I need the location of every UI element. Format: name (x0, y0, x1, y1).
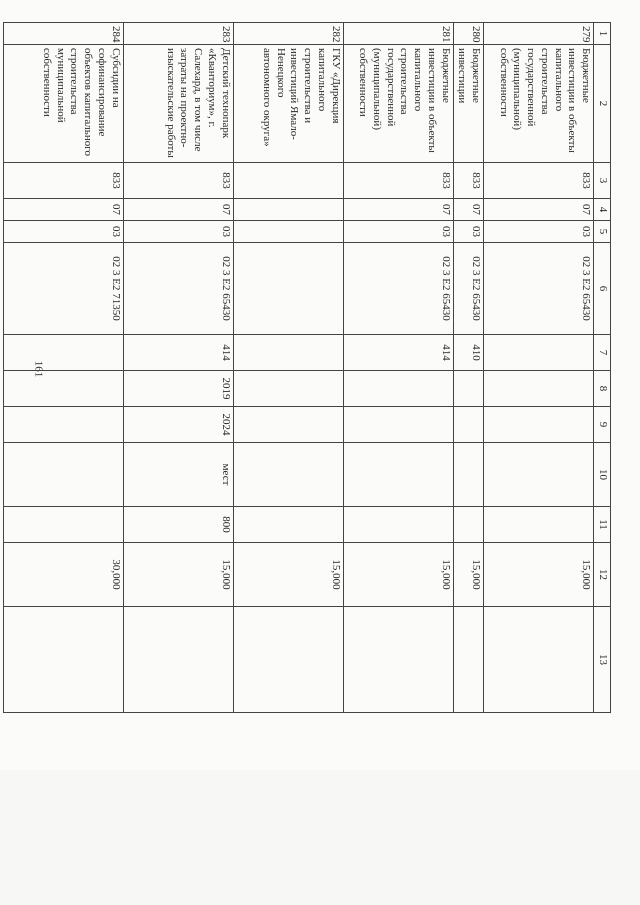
table-cell-c5 (233, 221, 343, 243)
col-header: 13 (594, 607, 611, 713)
table-cell-c4: 07 (3, 199, 123, 221)
table-cell-c12: 15,000 (233, 543, 343, 607)
table-cell-name: ГКУ «Дирекция капитального строительства и инвестиций Ямало-Ненецкого автономного округа» (233, 45, 343, 163)
table-cell-c5: 03 (453, 221, 484, 243)
table-cell-c3: 833 (484, 163, 594, 199)
table-cell-c7 (3, 335, 123, 371)
table-cell-c4: 07 (453, 199, 484, 221)
table-cell-c9 (3, 407, 123, 443)
table-cell-n: 281 (343, 23, 453, 45)
table-cell-c11 (233, 507, 343, 543)
table-cell-c10 (484, 443, 594, 507)
table-cell-name: Бюджетные инвестиции (453, 45, 484, 163)
table-cell-c7: 414 (343, 335, 453, 371)
table-cell-c8 (484, 371, 594, 407)
table-cell-c10 (453, 443, 484, 507)
table-cell-c3: 833 (453, 163, 484, 199)
table-cell-c4: 07 (123, 199, 233, 221)
table-cell-name: Субсидии на софинансирование объектов капитального строительства муниципальной собственности (3, 45, 123, 163)
page-number: 161 (32, 360, 45, 378)
table-cell-c9: 2024 (123, 407, 233, 443)
col-header: 4 (594, 199, 611, 221)
col-header: 7 (594, 335, 611, 371)
table-cell-c7 (484, 335, 594, 371)
col-header: 9 (594, 407, 611, 443)
table-row (484, 23, 594, 713)
table-cell-c11: 800 (123, 507, 233, 543)
table-cell-c7 (233, 335, 343, 371)
table-cell-c10 (233, 443, 343, 507)
table-cell-c13 (453, 607, 484, 713)
header-row (594, 23, 611, 713)
table-cell-c6: 02 3 E2 65430 (123, 243, 233, 335)
table-cell-c9 (484, 407, 594, 443)
table-cell-c12: 15,000 (123, 543, 233, 607)
table-cell-name: Детский технопарк «Кванториум», г. Салехард, в том числе затраты на проектно-изыскательские работы (123, 45, 233, 163)
col-header: 5 (594, 221, 611, 243)
table-cell-c3: 833 (123, 163, 233, 199)
table-row (3, 23, 123, 713)
table-cell-c11 (3, 507, 123, 543)
col-header: 1 (594, 23, 611, 45)
table-cell-c9 (233, 407, 343, 443)
col-header: 10 (594, 443, 611, 507)
rotated-table-area (41, 22, 611, 712)
table-row (123, 23, 233, 713)
table-cell-c10 (3, 443, 123, 507)
table-cell-c11 (453, 507, 484, 543)
table-cell-c3: 833 (343, 163, 453, 199)
table-cell-c6: 02 3 E2 65430 (453, 243, 484, 335)
col-header: 2 (594, 45, 611, 163)
table-cell-c4: 07 (343, 199, 453, 221)
table-cell-c13 (123, 607, 233, 713)
table-cell-c11 (343, 507, 453, 543)
table-cell-n: 282 (233, 23, 343, 45)
budget-table (3, 22, 611, 713)
table-cell-c7: 414 (123, 335, 233, 371)
table-cell-c12: 15,000 (453, 543, 484, 607)
table-cell-c13 (343, 607, 453, 713)
table-cell-c3: 833 (3, 163, 123, 199)
col-header: 12 (594, 543, 611, 607)
table-row (453, 23, 484, 713)
table-cell-c8 (343, 371, 453, 407)
table-cell-c6: 02 3 E2 71350 (3, 243, 123, 335)
table-cell-c5: 03 (484, 221, 594, 243)
table-cell-c12: 30,000 (3, 543, 123, 607)
table-cell-c9 (343, 407, 453, 443)
budget-table-container (41, 22, 611, 712)
table-cell-n: 280 (453, 23, 484, 45)
table-cell-c5: 03 (3, 221, 123, 243)
table-cell-n: 284 (3, 23, 123, 45)
table-cell-c8 (233, 371, 343, 407)
table-cell-n: 283 (123, 23, 233, 45)
table-cell-c10: мест (123, 443, 233, 507)
table-cell-c6: 02 3 E2 65430 (343, 243, 453, 335)
table-cell-c4: 07 (484, 199, 594, 221)
table-cell-name: Бюджетные инвестиции в объекты капитального строительства государственной (муниципальной) собственности (484, 45, 594, 163)
table-cell-c13 (233, 607, 343, 713)
col-header: 3 (594, 163, 611, 199)
col-header: 6 (594, 243, 611, 335)
col-header: 8 (594, 371, 611, 407)
table-cell-c4 (233, 199, 343, 221)
table-cell-c5: 03 (123, 221, 233, 243)
table-row (233, 23, 343, 713)
table-cell-c12: 15,000 (343, 543, 453, 607)
table-row (343, 23, 453, 713)
table-cell-c12: 15,000 (484, 543, 594, 607)
table-cell-c9 (453, 407, 484, 443)
table-cell-name: Бюджетные инвестиции в объекты капитального строительства государственной (муниципальной) собственности (343, 45, 453, 163)
table-cell-c11 (484, 507, 594, 543)
table-cell-n: 279 (484, 23, 594, 45)
table-cell-c10 (343, 443, 453, 507)
col-header: 11 (594, 507, 611, 543)
table-cell-c6 (233, 243, 343, 335)
table-cell-c8 (3, 371, 123, 407)
table-cell-c3 (233, 163, 343, 199)
table-cell-c6: 02 3 E2 65430 (484, 243, 594, 335)
table-cell-c13 (3, 607, 123, 713)
table-cell-c13 (484, 607, 594, 713)
table-cell-c8: 2019 (123, 371, 233, 407)
table-cell-c5: 03 (343, 221, 453, 243)
table-cell-c7: 410 (453, 335, 484, 371)
table-cell-c8 (453, 371, 484, 407)
